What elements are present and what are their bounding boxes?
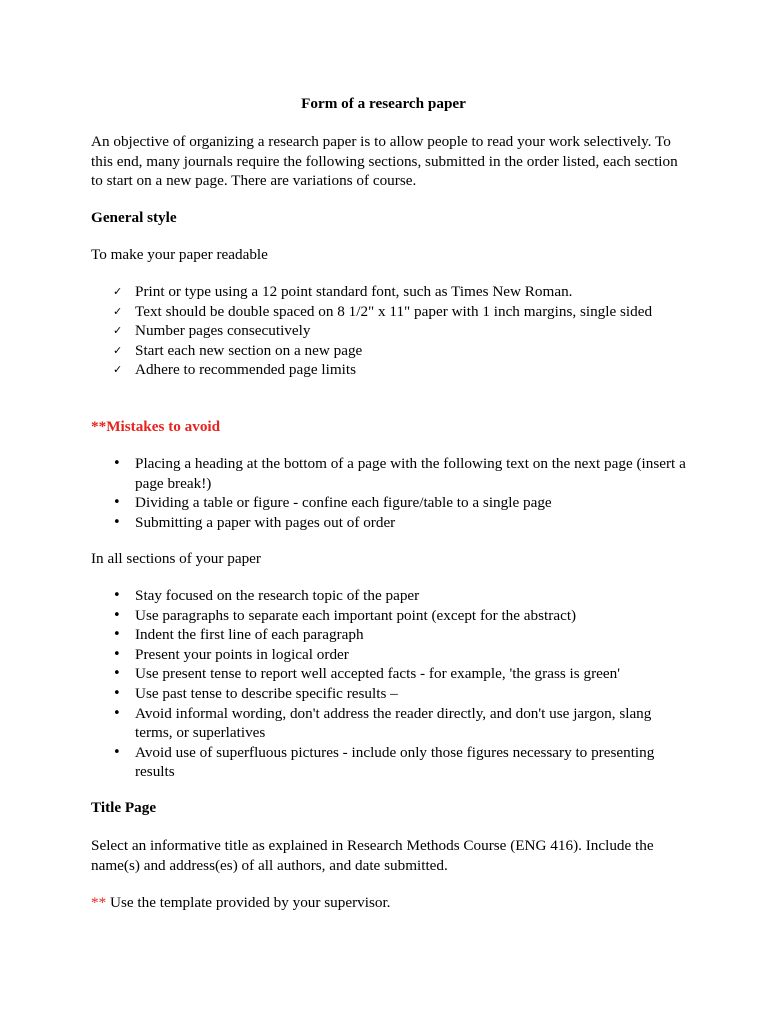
bullet-icon: • — [113, 588, 121, 603]
mistakes-list — [91, 454, 691, 532]
list-item-text: Avoid use of superfluous pictures - include only those figures necessary to presenting results — [135, 743, 655, 781]
list-item-text: Use paragraphs to separate each important point (except for the abstract) — [135, 606, 577, 624]
list-item — [91, 704, 691, 743]
list-item — [91, 606, 691, 626]
list-item-text: Print or type using a 12 point standard font, such as Times New Roman. — [135, 283, 573, 300]
list-item — [91, 454, 691, 493]
bullet-icon: • — [113, 744, 121, 760]
list-item-text: Present your points in logical order — [135, 645, 349, 663]
bullet-icon: • — [113, 666, 121, 682]
all-sections-lead: In all sections of your paper — [91, 550, 261, 567]
bullet-icon: • — [113, 607, 121, 623]
list-item-text: Text should be double spaced on 8 1/2" x 11" paper with 1 inch margins, single sided — [135, 302, 653, 320]
list-item — [91, 664, 691, 684]
bullet-icon: • — [113, 705, 121, 721]
list-item-text: Indent the first line of each paragraph — [135, 626, 364, 644]
list-item-text: Submitting a paper with pages out of order — [135, 513, 396, 531]
list-item — [91, 586, 691, 606]
list-item-text: Avoid informal wording, don't address the reader directly, and don't use jargon, slang terms, or superlatives — [135, 704, 652, 742]
list-item-text: Use present tense to report well accepted facts - for example, 'the grass is green' — [135, 665, 620, 683]
check-icon: ✓ — [113, 304, 123, 318]
bullet-icon: • — [113, 685, 121, 701]
list-item — [91, 625, 691, 645]
check-icon: ✓ — [113, 363, 123, 377]
bullet-icon: • — [113, 627, 121, 643]
list-item-text: Placing a heading at the bottom of a page with the following text on the next page (insert a page break!) — [135, 455, 686, 492]
list-item — [91, 645, 691, 665]
list-item-text: Use past tense to describe specific results – — [135, 684, 398, 702]
list-item — [91, 282, 691, 302]
bullet-icon: • — [113, 514, 121, 530]
mistakes-heading: **Mistakes to avoid — [91, 418, 221, 435]
list-item — [91, 493, 691, 513]
bullet-icon: • — [113, 646, 121, 662]
list-item — [91, 743, 691, 782]
list-item-text: Start each new section on a new page — [135, 341, 363, 359]
title-page-heading: Title Page — [91, 799, 157, 816]
list-item — [91, 513, 691, 533]
list-item — [91, 302, 691, 322]
note-marker: ** — [91, 894, 107, 911]
intro-paragraph: An objective of organizing a research paper is to allow people to read your work selectively. To this end, many journals require the following sections, submitted in the order listed, each section to start on a new page. There are variations of course. — [91, 133, 678, 190]
bullet-icon: • — [113, 495, 121, 511]
page-title: Form of a research paper — [301, 95, 466, 112]
check-icon: ✓ — [113, 343, 123, 357]
list-item-text: Adhere to recommended page limits — [135, 361, 356, 379]
general-style-heading: General style — [91, 209, 177, 226]
general-style-lead: To make your paper readable — [91, 246, 268, 263]
list-item — [91, 321, 691, 341]
list-item-text: Number pages consecutively — [135, 322, 311, 340]
supervisor-note — [91, 893, 681, 913]
general-style-list — [91, 282, 691, 380]
bullet-icon: • — [113, 456, 121, 471]
list-item-text: Stay focused on the research topic of the paper — [135, 587, 420, 604]
note-text: Use the template provided by your supervisor. — [106, 894, 391, 911]
list-item — [91, 684, 691, 704]
list-item-text: Dividing a table or figure - confine each figure/table to a single page — [135, 494, 552, 512]
all-sections-list — [91, 586, 691, 782]
check-icon: ✓ — [113, 324, 123, 338]
check-icon: ✓ — [113, 285, 123, 298]
list-item — [91, 341, 691, 361]
list-item — [91, 360, 691, 380]
title-page-paragraph: Select an informative title as explained in Research Methods Course (ENG 416). Include the name(s) and address(es) of all authors, and date submitted. — [91, 837, 654, 874]
